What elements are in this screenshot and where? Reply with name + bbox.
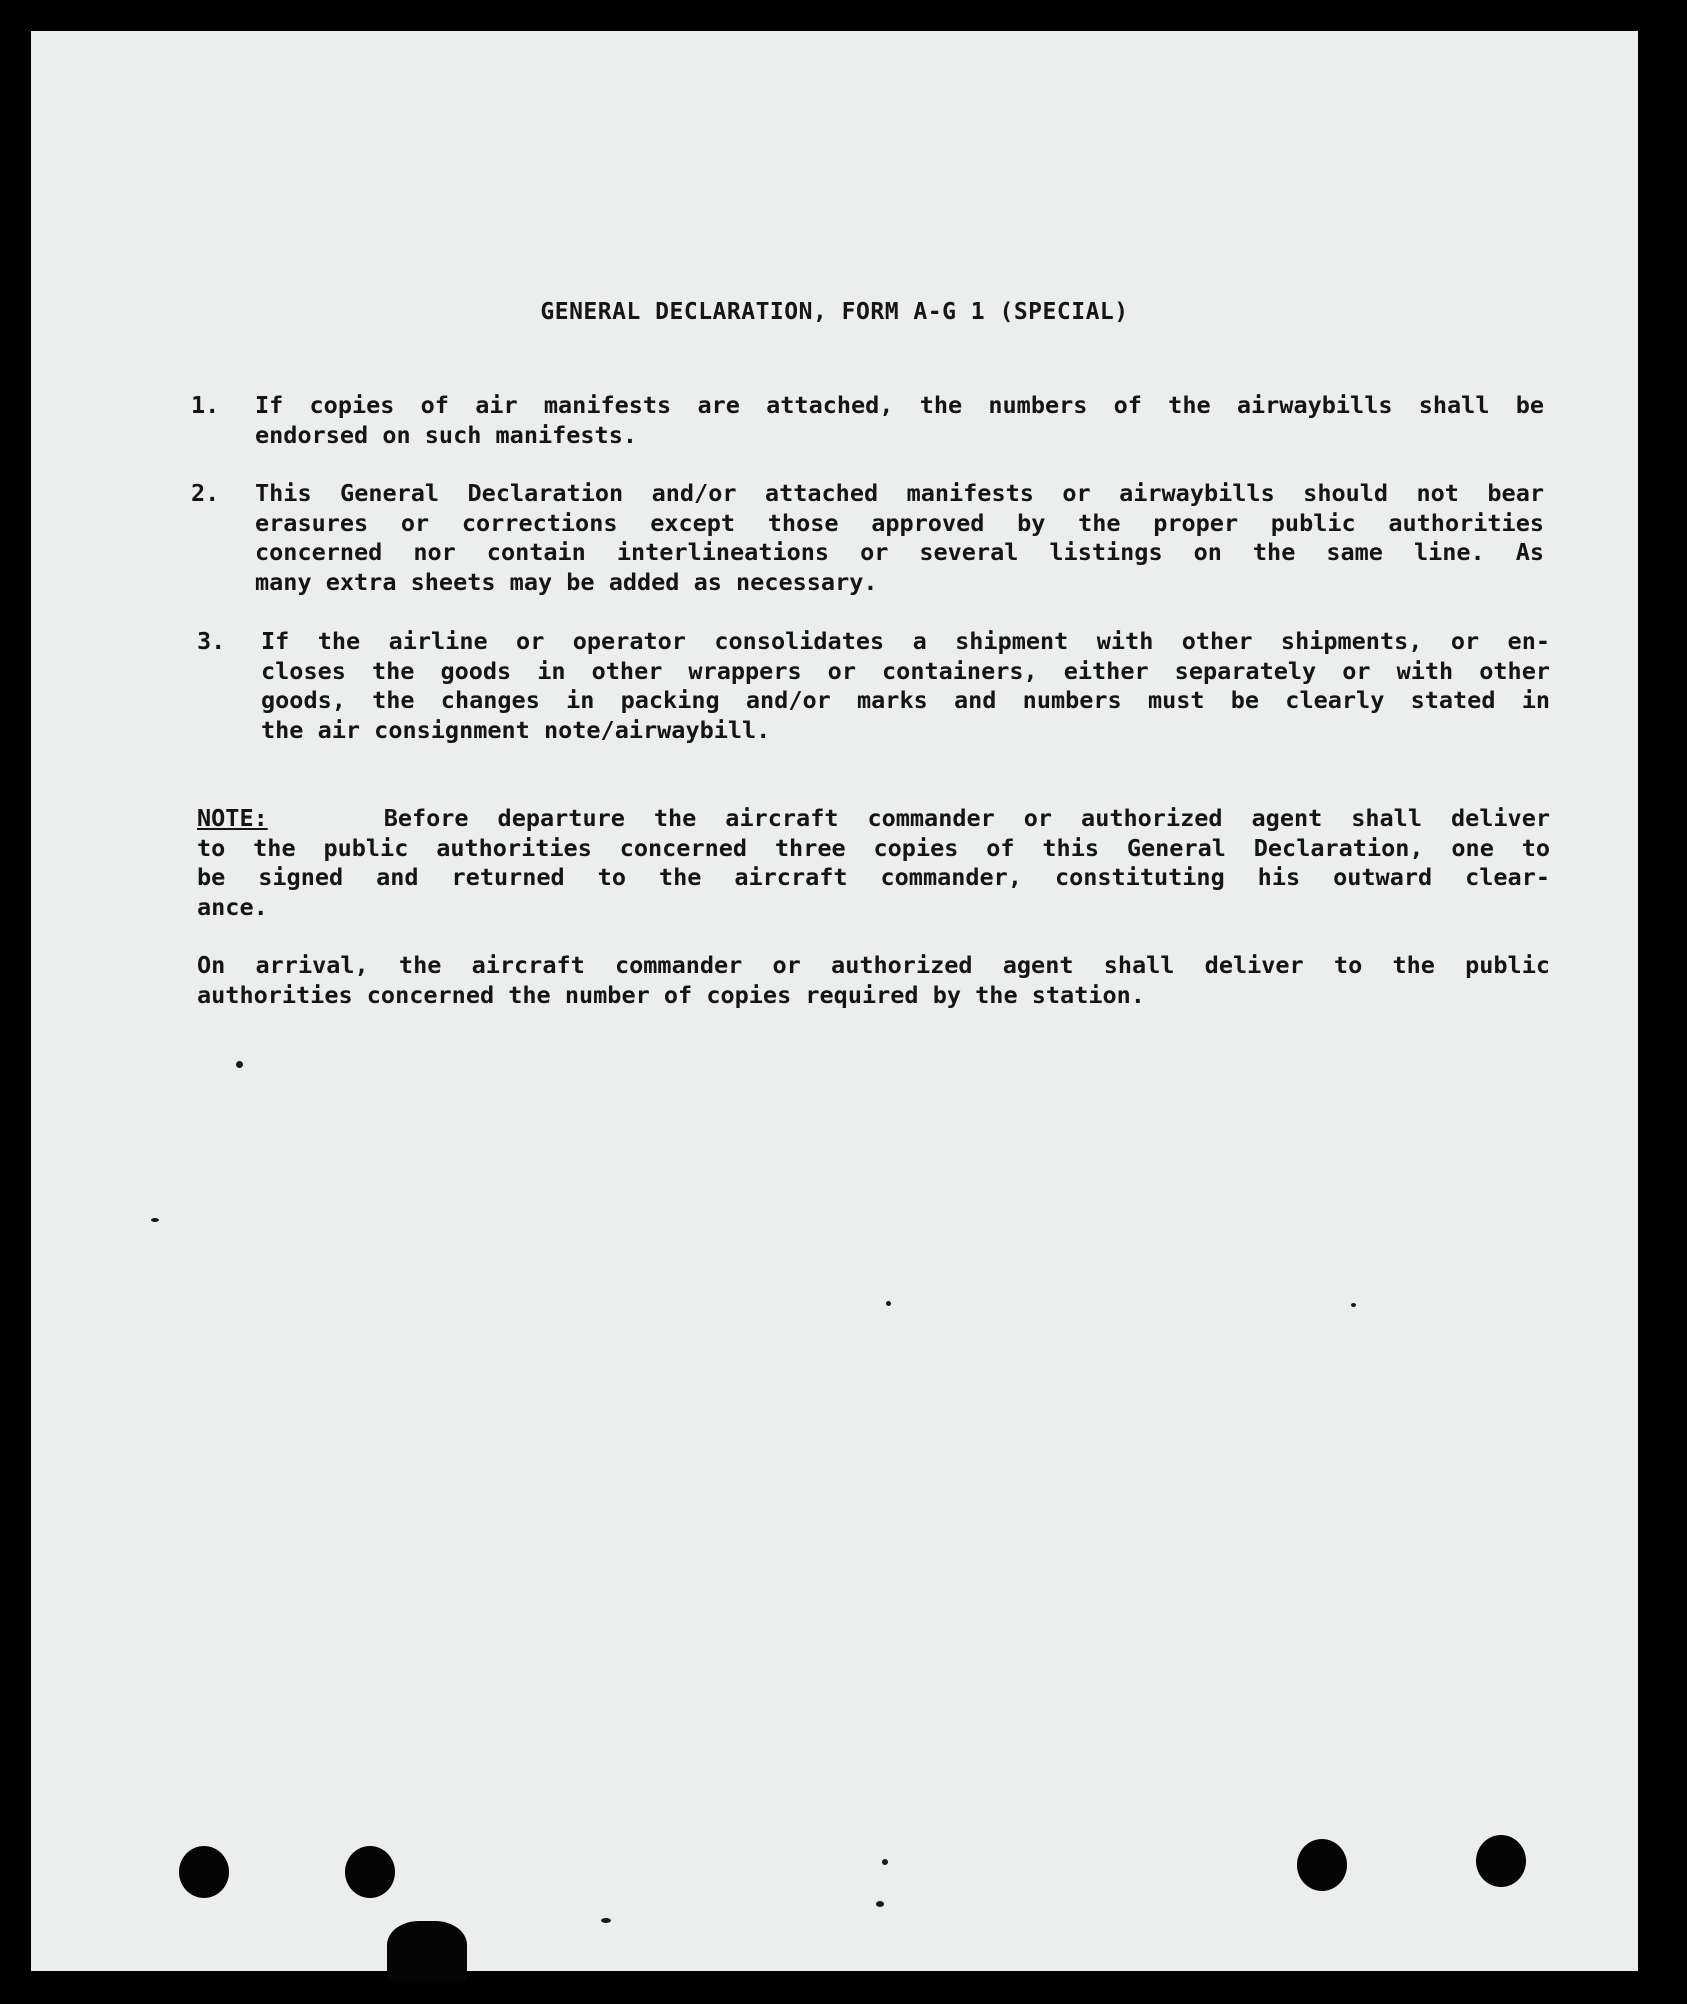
item-line: many extra sheets may be added as necessary. bbox=[255, 567, 878, 596]
speck bbox=[1351, 1303, 1356, 1307]
speck bbox=[236, 1061, 243, 1068]
document-title: GENERAL DECLARATION, FORM A-G 1 (SPECIAL) bbox=[540, 299, 1129, 325]
speck bbox=[151, 1218, 159, 1222]
note-line: ance. bbox=[197, 892, 268, 921]
item-line: concerned nor contain interlineations or several listings on the same line. As bbox=[255, 538, 1544, 566]
arrival-paragraph bbox=[197, 951, 1550, 1010]
punch-hole bbox=[179, 1846, 229, 1898]
item-line: the air consignment note/airwaybill. bbox=[261, 715, 771, 744]
speck bbox=[876, 1901, 884, 1907]
arrival-line: On arrival, the aircraft commander or authorized agent shall deliver to the public bbox=[197, 951, 1550, 979]
item-line: If the airline or operator consolidates a shipment with other shipments, or en- bbox=[261, 627, 1550, 655]
punch-hole bbox=[345, 1846, 395, 1898]
note-first-line bbox=[197, 804, 1550, 834]
item-number: 1. bbox=[191, 391, 220, 419]
note-line: be signed and returned to the aircraft commander, constituting his outward clear- bbox=[197, 863, 1550, 891]
note-label: NOTE: bbox=[197, 804, 268, 832]
item-line: If copies of air manifests are attached, the numbers of the airwaybills shall be bbox=[255, 391, 1544, 419]
list-item-2 bbox=[191, 479, 1544, 597]
item-number: 3. bbox=[197, 627, 226, 655]
item-line: This General Declaration and/or attached manifests or airwaybills should not bear bbox=[255, 479, 1544, 507]
torn-edge bbox=[387, 1921, 467, 1981]
speck bbox=[886, 1301, 891, 1306]
punch-hole bbox=[1297, 1839, 1347, 1891]
list-item-3 bbox=[197, 627, 1550, 745]
punch-hole bbox=[1476, 1835, 1526, 1887]
item-line: goods, the changes in packing and/or marks and numbers must be clearly stated in bbox=[261, 686, 1550, 714]
speck bbox=[882, 1859, 888, 1865]
item-line: endorsed on such manifests. bbox=[255, 420, 638, 449]
note-paragraph bbox=[197, 804, 1550, 922]
note-text: Before departure the aircraft commander or authorized agent shall deliver bbox=[383, 804, 1551, 832]
arrival-line: authorities concerned the number of copies required by the station. bbox=[197, 980, 1145, 1009]
note-line: to the public authorities concerned three copies of this General Declaration, one to bbox=[197, 833, 1550, 862]
item-number: 2. bbox=[191, 479, 220, 507]
item-line: closes the goods in other wrappers or containers, either separately or with other bbox=[261, 656, 1550, 685]
document-page bbox=[31, 31, 1638, 1971]
speck bbox=[601, 1918, 611, 1923]
list-item-1 bbox=[191, 391, 1544, 450]
item-line: erasures or corrections except those approved by the proper public authorities bbox=[255, 508, 1544, 537]
